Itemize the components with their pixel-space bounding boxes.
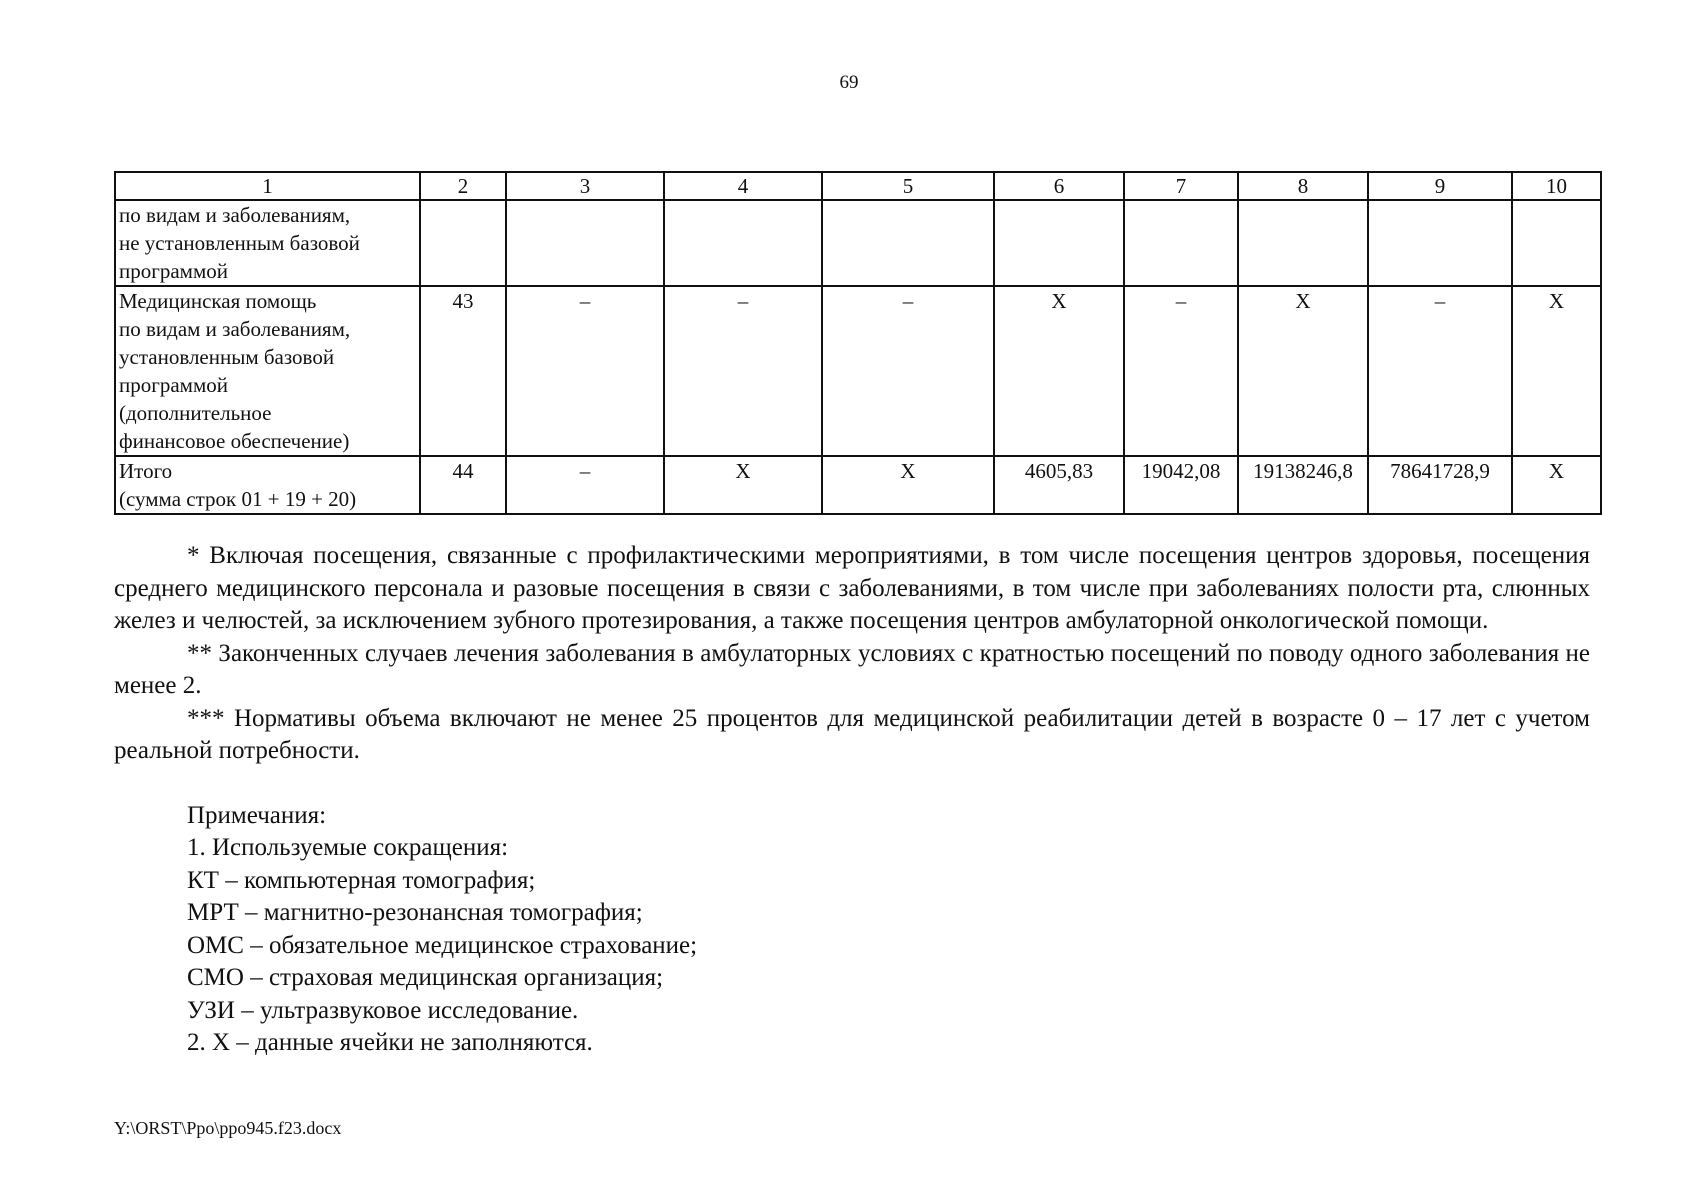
footer-file-path: Y:\ORST\Ppo\ppo945.f23.docx xyxy=(114,1118,342,1138)
table-cell: 44 xyxy=(420,456,506,514)
abbreviations-title: 1. Используемые сокращения: xyxy=(187,834,509,861)
notes-section xyxy=(114,540,1590,1060)
footnote-1: * Включая посещения, связанные с профилактическими мероприятиями, в том числе посещения центров здоровья, посещения среднего медицинского персонала и разовые посещения в связи с заболеваниями, в том числе при заболеваниях полости рта, слюнных желез и челюстей, за исключением зубного протезирования, а также посещения центров амбулаторной онкологической помощи. xyxy=(114,542,1590,634)
table-cell xyxy=(664,200,822,286)
table-cell: Х xyxy=(664,456,822,514)
row-label-line: (дополнительное xyxy=(119,401,272,425)
abbreviation-item: УЗИ – ультразвуковое исследование. xyxy=(187,996,579,1024)
footnote-2: ** Законченных случаев лечения заболевания в амбулаторных условиях с кратностью посещений по поводу одного заболевания не менее 2. xyxy=(114,639,1590,699)
column-header: 10 xyxy=(1512,172,1601,200)
abbreviation-item: ОМС – обязательное медицинское страхование; xyxy=(187,931,698,959)
table-row-total xyxy=(115,456,1601,514)
table-cell: – xyxy=(506,456,664,514)
table-cell xyxy=(1124,200,1238,286)
table-cell xyxy=(506,200,664,286)
table-cell xyxy=(1368,200,1512,286)
table-cell xyxy=(420,200,506,286)
row-label-line: финансовое обеспечение) xyxy=(119,429,350,453)
table-row xyxy=(115,200,1601,286)
table-cell: – xyxy=(822,286,994,456)
row-label-line: по видам и заболеваниям, xyxy=(119,203,351,227)
row-label-line: по видам и заболеваниям, xyxy=(119,317,351,341)
row-label-line: не установленным базовой xyxy=(119,231,360,255)
row-label-line: программой xyxy=(119,373,228,397)
row-label-line: установленным базовой xyxy=(119,345,335,369)
column-header: 3 xyxy=(506,172,664,200)
abbreviation-item: КТ – компьютерная томография; xyxy=(187,866,536,894)
table-cell: 4605,83 xyxy=(994,456,1124,514)
table-cell: – xyxy=(1368,286,1512,456)
row-label-line: Медицинская помощь xyxy=(119,289,317,313)
row-label xyxy=(115,456,420,514)
abbreviation-item: МРТ – магнитно-резонансная томография; xyxy=(187,899,643,926)
table-cell: 43 xyxy=(420,286,506,456)
table-cell xyxy=(994,200,1124,286)
column-header: 8 xyxy=(1238,172,1368,200)
table-cell: Х xyxy=(994,286,1124,456)
table-cell: 78641728,9 xyxy=(1368,456,1512,514)
table-cell: – xyxy=(664,286,822,456)
table-row xyxy=(115,286,1601,456)
table-cell: 19138246,8 xyxy=(1238,456,1368,514)
table-header-row xyxy=(115,172,1601,200)
table-cell: Х xyxy=(1238,286,1368,456)
abbreviation-item: СМО – страховая медицинская организация; xyxy=(187,964,664,991)
table-cell xyxy=(1238,200,1368,286)
column-header: 4 xyxy=(664,172,822,200)
table-cell: – xyxy=(506,286,664,456)
row-label-line: (сумма строк 01 + 19 + 20) xyxy=(119,487,357,511)
row-label xyxy=(115,286,420,456)
table-cell: Х xyxy=(822,456,994,514)
row-label-line: Итого xyxy=(119,459,173,483)
column-header: 5 xyxy=(822,172,994,200)
table-cell: 19042,08 xyxy=(1124,456,1238,514)
footnote-3: *** Нормативы объема включают не менее 25 процентов для медицинской реабилитации детей в возрасте 0 – 17 лет с учетом реальной потребности. xyxy=(114,704,1590,764)
row-label-line: программой xyxy=(119,259,228,283)
column-header: 2 xyxy=(420,172,506,200)
table-cell: Х xyxy=(1512,286,1601,456)
table-cell: Х xyxy=(1512,456,1601,514)
column-header: 6 xyxy=(994,172,1124,200)
column-header: 7 xyxy=(1124,172,1238,200)
note-item-2: 2. Х – данные ячейки не заполняются. xyxy=(187,1029,593,1056)
notes-heading: Примечания: xyxy=(187,801,327,829)
column-header: 9 xyxy=(1368,172,1512,200)
page-number: 69 xyxy=(839,72,859,93)
data-table xyxy=(114,171,1602,515)
table-cell: – xyxy=(1124,286,1238,456)
table-cell xyxy=(1512,200,1601,286)
table-cell xyxy=(822,200,994,286)
column-header: 1 xyxy=(115,172,420,200)
spacer xyxy=(114,768,1590,800)
row-label xyxy=(115,200,420,286)
